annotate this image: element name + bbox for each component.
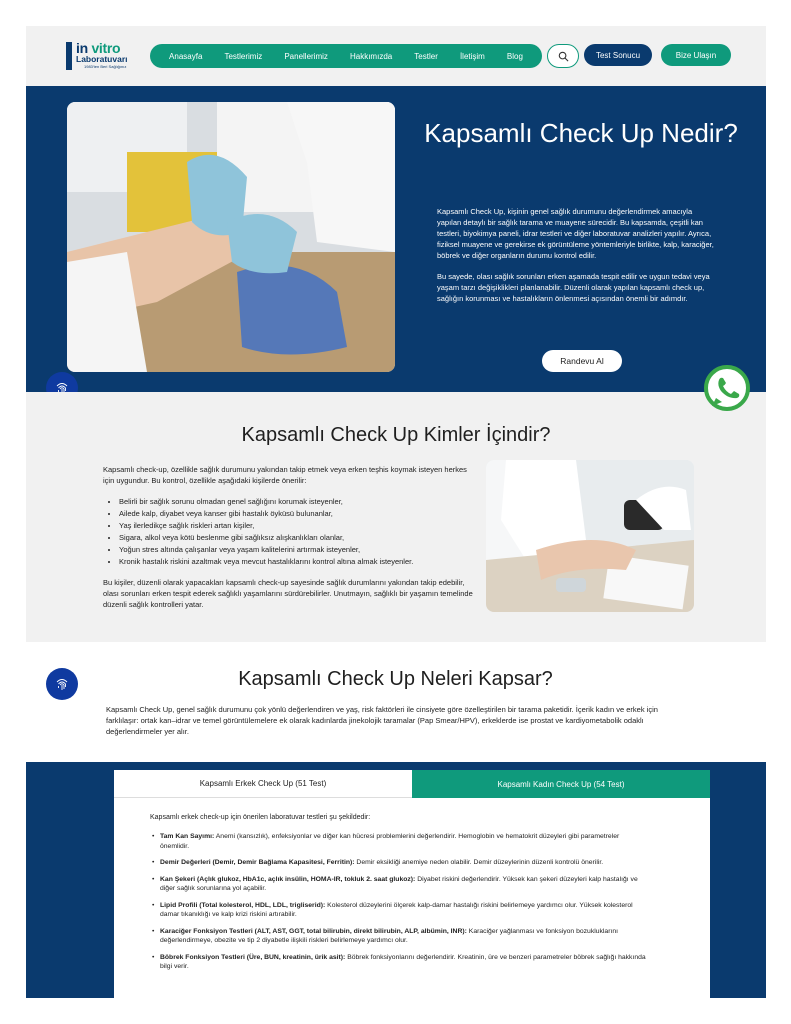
who-outro: Bu kişiler, düzenli olarak yapacakları kapsamlı check-up sayesinde sağlık durumlarını yakından takip edebilir, olası sorunları erken tespit ederek sağlıklı yaşamlarını sürdürebilirler. Unutmayın, sağlıklı bir yaşamın temelinde düzenli sağlık kontrolleri yatar. (103, 578, 473, 609)
list-item: • Yaş ilerledikçe sağlık riskleri artan kişiler, (119, 520, 473, 531)
nav-blog[interactable]: Blog (506, 51, 523, 61)
list-item: • Belirli bir sağlık sorunu olmadan genel sağlığını korumak isteyenler, (119, 496, 473, 507)
logo-title-b: vitro (91, 40, 121, 56)
who-section (26, 392, 766, 642)
site-header (26, 26, 766, 86)
logo-subtitle: Laboratuvarı (76, 54, 128, 64)
list-item: • Ailede kalp, diyabet veya kanser gibi hastalık öyküsü bulunanlar, (119, 508, 473, 519)
test-name: Böbrek Fonksiyon Testleri (Üre, BUN, kreatinin, ürik asit): (160, 953, 346, 961)
list-item (160, 901, 650, 920)
whatsapp-button[interactable] (700, 362, 754, 416)
test-name: Tam Kan Sayımı: (160, 833, 215, 840)
nav-iletisim[interactable]: İletişim (459, 51, 485, 61)
list-item (160, 875, 650, 894)
hero-text (437, 206, 717, 314)
hero-image (67, 102, 395, 372)
appointment-button[interactable]: Randevu Al (542, 350, 622, 372)
nav-testlerimiz[interactable]: Testlerimiz (224, 51, 263, 61)
nav-hakkimizda[interactable]: Hakkımızda (349, 51, 393, 61)
hero-section (26, 86, 766, 392)
list-item (160, 832, 650, 851)
test-name: Lipid Profili (Total kolesterol, HDL, LDL, trigliserid): (160, 901, 326, 909)
hero-paragraph-2: Bu sayede, olası sağlık sorunları erken aşamada tespit edilir ve uygun tedavi veya yaşam tarzı değişiklikleri planlanabilir. Düzenli olarak yapılan kapsamlı check up, sağlığın korunması ve hastalıkların önlenmesi açısından önemli bir adımdır. (437, 272, 710, 303)
who-list (119, 496, 473, 567)
logo-bar (66, 42, 72, 70)
tab-male-checkup[interactable]: Kapsamlı Erkek Check Up (51 Test) (114, 770, 412, 798)
test-desc: Böbrek fonksiyonlarını değerlendirir. Kreatinin, üre ve benzeri parametreler böbrek sağlığı hakkında bilgi verir. (160, 953, 646, 970)
test-desc: Anemi (kansızlık), enfeksiyonlar ve diğer kan hücresi problemlerini değerlendirir. Hemoglobin ve hematokrit düzeyleri gibi parametreler önemlidir. (160, 833, 620, 850)
test-desc: Karaciğer yağlanması ve fonksiyon bozukluklarını değerlendirmeye, obezite ve tip 2 diyabetle ilişkili riskleri belirlemeye yardımcı olur. (160, 927, 619, 944)
who-intro: Kapsamlı check-up, özellikle sağlık durumunu yakından takip etmek veya erken teşhis koymak isteyen herkes için uygundur. Bu kontrol, özellikle aşağıdaki kişilerde önerilir: (103, 465, 467, 485)
whatsapp-icon (700, 362, 754, 416)
list-item: • Yoğun stres altında çalışanlar veya yaşam kalitelerini artırmak isteyenler, (119, 544, 473, 555)
test-name: Demir Değerleri (Demir, Demir Bağlama Kapasitesi, Ferritin): (160, 859, 355, 866)
list-item (160, 953, 650, 972)
test-name: Kan Şekeri (Açlık glukoz, HbA1c, açlık insülin, HOMA-IR, tokluk 2. saat glukoz): (160, 875, 416, 883)
tests-list (160, 832, 650, 979)
list-item (160, 858, 650, 868)
tests-panel (114, 770, 710, 998)
nav-anasayfa[interactable]: Anasayfa (169, 51, 203, 61)
contact-button[interactable]: Bize Ulaşın (661, 44, 731, 66)
nav-panellerimiz[interactable]: Panellerimiz (284, 51, 328, 61)
main-nav (150, 44, 542, 68)
hero-paragraph-1: Kapsamlı Check Up, kişinin genel sağlık durumunu değerlendirmek amacıyla yapılan detaylı bir sağlık tarama ve muayene sürecidir. Bu kapsamda, çeşitli kan testleri, biyokimya paneli, idrar testleri ve diğer laboratuvar analizleri yapılır. Ayrıca, fiziksel muayene ve gerekirse ek görüntüleme yöntemleriyle birlikte, kalp, karaciğer, böbrek ve diğer organların durumu kontrol edilir. (437, 207, 714, 260)
covers-text: Kapsamlı Check Up, genel sağlık durumunu çok yönlü değerlendiren ve yaş, risk faktörleri ile cinsiyete göre özelleştirilen bir tarama paketidir. İçerik kadın ve erkek için farklılaşır: ortak kan–idrar ve temel görüntülemelere ek olarak kadınlarda jinekolojik taramalar (Pap Smear/HPV), erkeklerde ise prostat ve kardiyometabolik odaklı değerlendirmeler yer alır. (106, 705, 658, 736)
test-desc: Demir eksikliği anemiye neden olabilir. Demir düzeylerinin düzenli kontrolü önerilir. (354, 859, 604, 866)
list-item: • Kronik hastalık riskini azaltmak veya mevcut hastalıklarını kontrol altına almak isteyenler. (119, 556, 473, 567)
test-result-button[interactable]: Test Sonucu (584, 44, 652, 66)
who-title: Kapsamlı Check Up Kimler İçindir? (241, 424, 551, 446)
hero-title: Kapsamlı Check Up Nedir? (424, 118, 738, 148)
who-text (103, 464, 473, 610)
search-button[interactable] (547, 44, 579, 68)
list-item: • Sigara, alkol veya kötü beslenme gibi sağlıksız alışkanlıkları olanlar, (119, 532, 473, 543)
list-item (160, 927, 650, 946)
doctor-image (486, 460, 694, 612)
test-name: Karaciğer Fonksiyon Testleri (ALT, AST, GGT, total bilirubin, direkt bilirubin, ALP, albümin, INR): (160, 927, 467, 935)
nav-testler[interactable]: Testler (414, 51, 438, 61)
logo-tagline: 1983'ten Beri Sağlığınız (84, 64, 127, 69)
logo[interactable] (66, 42, 138, 70)
covers-title: Kapsamlı Check Up Neleri Kapsar? (238, 668, 553, 690)
tests-intro: Kapsamlı erkek check-up için önerilen laboratuvar testleri şu şekildedir: (150, 814, 371, 821)
tests-section (26, 762, 766, 998)
tab-female-checkup[interactable]: Kapsamlı Kadın Check Up (54 Test) (412, 770, 710, 798)
logo-title-a: in (76, 40, 92, 56)
test-desc: Kolesterol düzeylerini ölçerek kalp-damar hastalığı riskini belirlemeye yardımcı olur. Yüksek kolesterol damar tıkanıklığı ve kalp krizi riskini artırabilir. (160, 901, 633, 918)
search-icon (558, 51, 569, 62)
test-desc: Diyabet riskini değerlendirir. Yüksek kan şekeri düzeyleri kalp hastalığı ve diğer sağlık sorunlarına yol açabilir. (160, 875, 638, 892)
